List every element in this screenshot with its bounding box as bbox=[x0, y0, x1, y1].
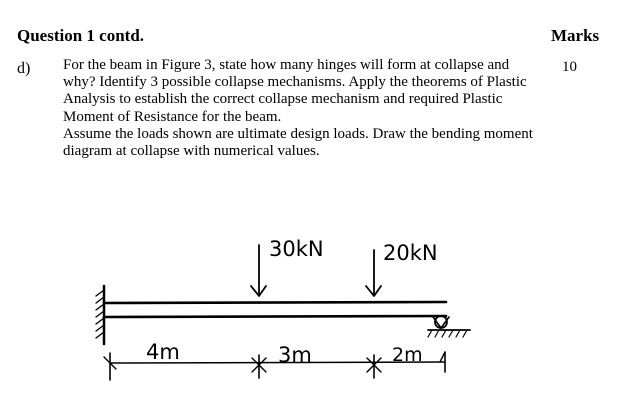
question-heading: Question 1 contd. bbox=[17, 26, 145, 45]
roller-support-icon bbox=[428, 316, 470, 337]
span-2-label: 3m bbox=[278, 343, 312, 367]
marks-value: 10 bbox=[562, 59, 577, 75]
beam bbox=[104, 302, 446, 317]
span-1-label: 4m bbox=[146, 340, 180, 364]
question-paragraph-2: Assume the loads shown are ultimate design loads. Draw the bending moment diagram at collapse with numerical values. bbox=[63, 125, 533, 160]
load-2-label: 20kN bbox=[383, 241, 438, 265]
question-paragraph-1: For the beam in Figure 3, state how many hinges will form at collapse and why? Identify 3 possible collapse mechanisms. Apply the theorems of Plastic Analysis to establish the correct collapse mechanism and required Plastic Moment of Resistance for the beam. bbox=[63, 57, 527, 125]
load-1-label: 30kN bbox=[269, 237, 324, 261]
load-arrow-1-icon bbox=[251, 245, 266, 296]
marks-heading: Marks bbox=[551, 26, 600, 45]
span-3-label: 2m bbox=[392, 344, 423, 366]
fixed-support-icon bbox=[96, 286, 104, 344]
question-label: d) bbox=[17, 60, 31, 77]
load-arrow-2-icon bbox=[366, 250, 381, 296]
